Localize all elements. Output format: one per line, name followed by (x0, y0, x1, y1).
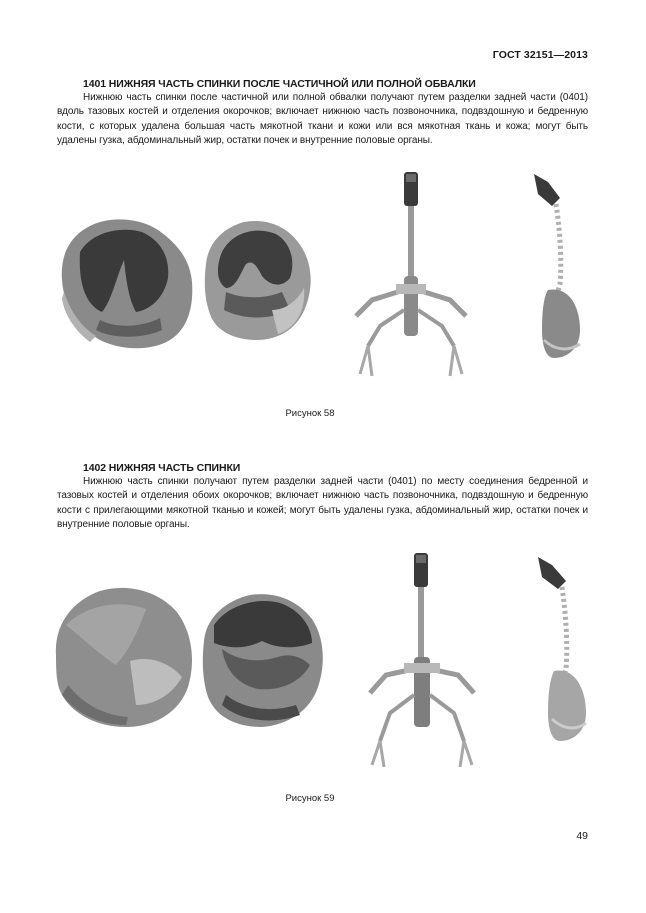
skeleton-side-diagram (534, 174, 580, 358)
document-code: ГОСТ 32151—2013 (492, 49, 588, 61)
figure-58 (0, 160, 646, 419)
section-heading: 1401 НИЖНЯЯ ЧАСТЬ СПИНКИ ПОСЛЕ ЧАСТИЧНОЙ ИЛИ ПОЛНОЙ ОБВАЛКИ (83, 78, 476, 90)
meat-piece-image (62, 219, 193, 348)
meat-piece-image (205, 221, 311, 340)
figure-caption: Рисунок 59 (285, 793, 335, 804)
skeleton-front-diagram (356, 172, 466, 376)
figure-caption: Рисунок 58 (285, 408, 335, 419)
section-1402 (57, 462, 588, 532)
section-text: Нижнюю часть спинки после частичной или полной обвалки получают путем разделки задней части (0401) вдоль тазовых костей и отделения окорочков; включает нижнюю часть позвоночника, подвздошную и бедренную кости, с которых удалена большая часть мякотной ткани и кожи или вся мякотная ткань и кожа; могут быть удалены гузка, абдоминальный жир, остатки почек и внутренние половые органы. (57, 92, 588, 146)
figure-59 (0, 545, 646, 804)
skeleton-side-diagram (538, 557, 586, 741)
section-text: Нижнюю часть спинки получают путем разделки задней части (0401) по месту соединения бедренной и тазовых костей и отделения обоих окорочков; включает нижнюю часть позвоночника, подвздошную и бедренную кости с прилегающими мякотной тканью и кожей; могут быть удалены гузка, абдоминальный жир, остатки почек и внутренние половые органы. (57, 476, 588, 530)
section-heading: 1402 НИЖНЯЯ ЧАСТЬ СПИНКИ (83, 462, 241, 474)
meat-piece-image (203, 594, 323, 727)
section-1401 (57, 78, 588, 148)
page-number: 49 (576, 830, 588, 842)
meat-piece-image (56, 588, 192, 727)
skeleton-front-diagram (370, 553, 474, 767)
